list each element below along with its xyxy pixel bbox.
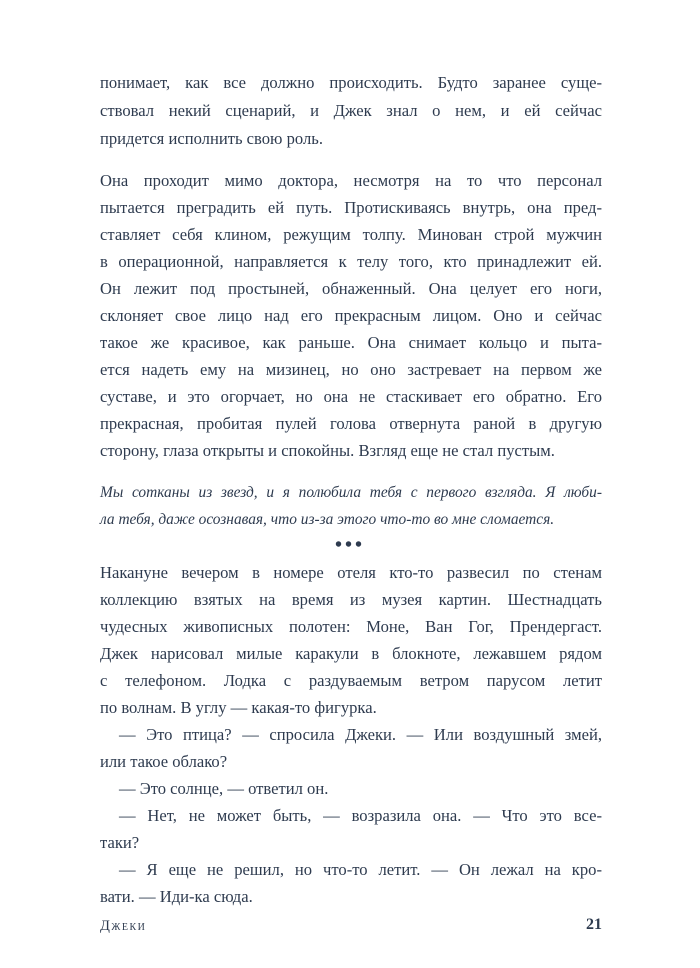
quote-line: ла тебя, даже осознавая, что из-за этого что-то во мне сломается. <box>100 511 555 528</box>
text-line: прекрасная, пробитая пулей голова отвернута раной в другую <box>100 414 602 433</box>
text-line: по волнам. В углу — какая-то фигурка. <box>100 698 377 717</box>
text-line: ставляет себя клином, режущим толпу. Минован строй мужчин <box>100 225 602 244</box>
text-line: Она проходит мимо доктора, несмотря на то что персонал <box>100 171 602 190</box>
dialogue-line: — Это птица? — спросила Джеки. — Или воздушный змей, <box>119 725 602 744</box>
running-footer-title: Джеки <box>100 918 147 934</box>
text-line: пытается преградить ей путь. Протискиваясь внутрь, она пред- <box>100 198 602 217</box>
text-line: склоняет свое лицо над его прекрасным лицом. Оно и сейчас <box>100 306 602 325</box>
quote-line: Мы сотканы из звезд, и я полюбила тебя с первого взгляда. Я люби- <box>100 484 602 501</box>
text-line: ется надеть ему на мизинец, но оно застревает на первом же <box>100 360 602 379</box>
dialogue-line: или такое облако? <box>100 752 228 771</box>
text-line: в операционной, направляется к телу того, кто принадлежит ей. <box>100 252 602 271</box>
text-line: суставе, и это огорчает, но она не стаскивает его обратно. Его <box>100 387 602 406</box>
text-line: чудесных живописных полотен: Моне, Ван Гог, Прендергаст. <box>100 617 602 636</box>
dialogue-line: — Нет, не может быть, — возразила она. — Что это все- <box>119 806 602 825</box>
section-separator: ••• <box>334 534 365 556</box>
dialogue-line: таки? <box>100 833 140 852</box>
text-line: придется исполнить свою роль. <box>100 129 323 148</box>
text-line: Он лежит под простыней, обнаженный. Она целует его ноги, <box>100 279 602 298</box>
dialogue-line: вати. — Иди-ка сюда. <box>100 887 253 906</box>
dialogue-line: — Я еще не решил, но что-то летит. — Он лежал на кро- <box>119 860 602 879</box>
page-number: 21 <box>586 916 602 933</box>
text-line: Джек нарисовал милые каракули в блокноте, лежавшем рядом <box>100 644 602 663</box>
text-line: Накануне вечером в номере отеля кто-то развесил по стенам <box>100 563 602 582</box>
text-line: такое же красивое, как раньше. Она снимает кольцо и пыта- <box>100 333 602 352</box>
text-line: понимает, как все должно происходить. Будто заранее суще- <box>100 73 602 92</box>
text-line: ствовал некий сценарий, и Джек знал о нем, и ей сейчас <box>100 101 602 120</box>
dialogue-line: — Это солнце, — ответил он. <box>119 779 329 798</box>
text-line: коллекцию взятых на время из музея картин. Шестнадцать <box>100 590 602 609</box>
text-line: сторону, глаза открыты и спокойны. Взгляд еще не стал пустым. <box>100 441 555 460</box>
text-line: с телефоном. Лодка с раздуваемым ветром парусом летит <box>100 671 602 690</box>
